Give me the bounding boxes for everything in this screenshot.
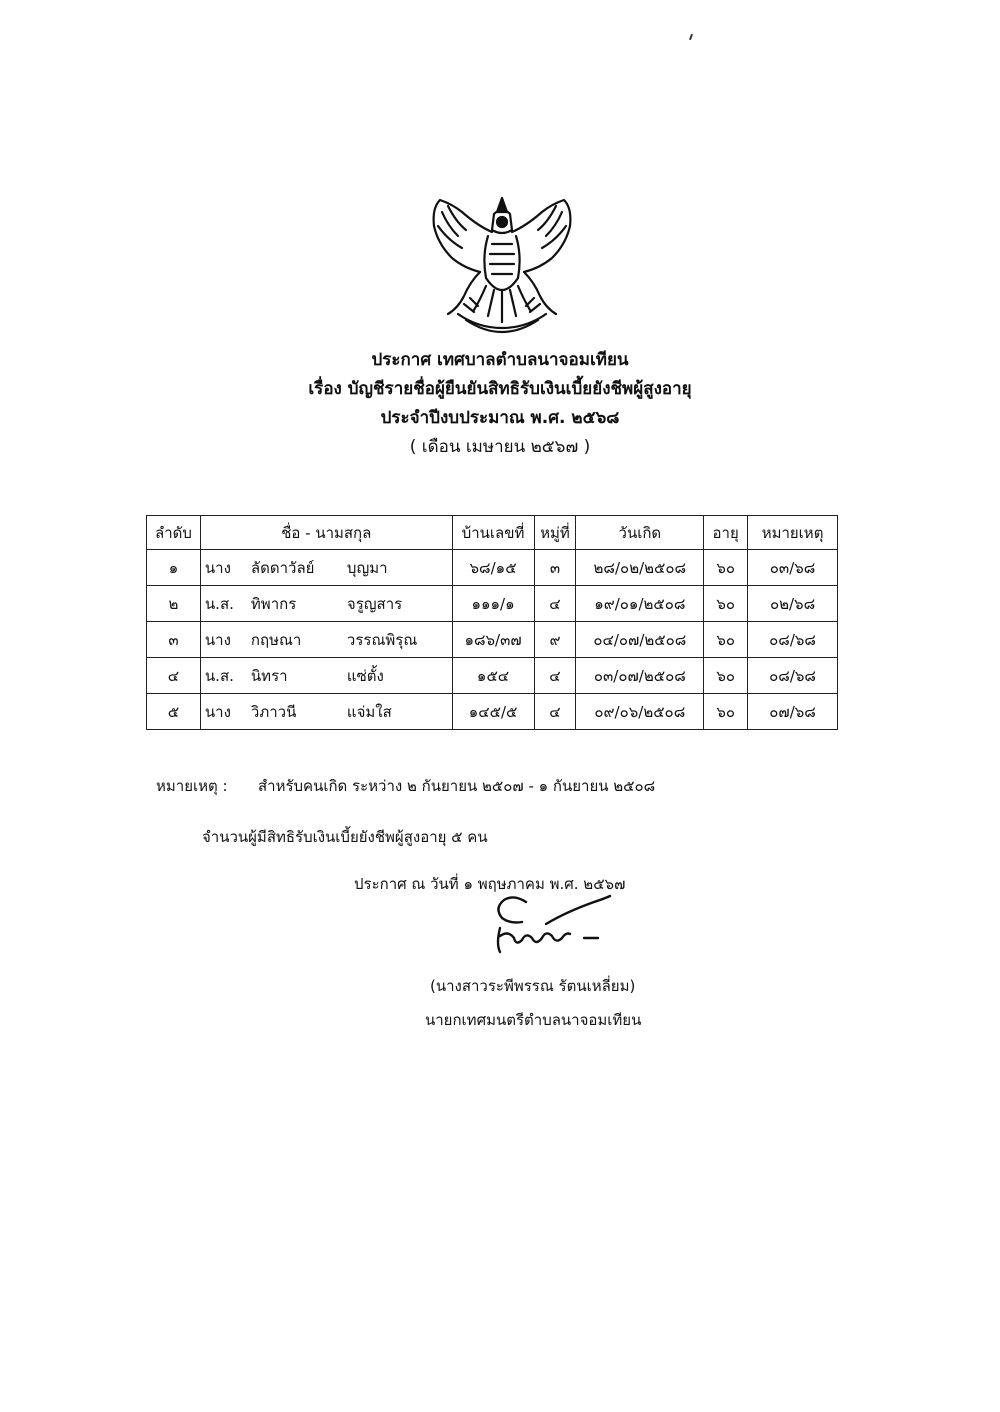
name-title: น.ส. — [204, 666, 234, 685]
table-row — [147, 658, 838, 694]
garuda-emblem-icon — [418, 186, 586, 338]
date-of-birth: ๐๔/๐๗/๒๕๐๘ — [576, 622, 704, 658]
last-name: แซ่ตั้ง — [346, 666, 384, 685]
announcement-month: ( เดือน เมษายน ๒๕๖๗ ) — [409, 437, 591, 457]
full-name-cell — [200, 586, 452, 622]
full-name-cell — [200, 622, 452, 658]
date-of-birth: ๐๓/๐๗/๒๕๐๘ — [576, 658, 704, 694]
date-of-birth: ๑๙/๐๑/๒๕๐๘ — [576, 586, 704, 622]
first-name: ลัดดาวัลย์ — [250, 558, 315, 577]
house-number: ๑๕๔ — [452, 658, 534, 694]
column-header: ลำดับ — [147, 516, 201, 550]
house-number: ๑๑๑/๑ — [452, 586, 534, 622]
name-title: นาง — [204, 702, 231, 721]
first-name: กฤษณา — [250, 630, 302, 649]
note-text: สำหรับคนเกิด ระหว่าง ๒ กันยายน ๒๕๐๗ - ๑ กันยายน ๒๕๐๘ — [258, 777, 656, 795]
age: ๖๐ — [704, 694, 748, 730]
announcement-date: ประกาศ ณ วันที่ ๑ พฤษภาคม พ.ศ. ๒๕๖๗ — [354, 875, 626, 893]
age: ๖๐ — [704, 550, 748, 586]
house-number: ๑๔๕/๕ — [452, 694, 534, 730]
table-row — [147, 586, 838, 622]
column-header: บ้านเลขที่ — [452, 516, 534, 550]
house-number: ๑๘๖/๓๗ — [452, 622, 534, 658]
announcement-subject: เรื่อง บัญชีรายชื่อผู้ยืนยันสิทธิรับเงินเบี้ยยังชีพผู้สูงอายุ — [308, 379, 692, 399]
row-number: ๒ — [147, 586, 201, 622]
fiscal-year: ประจำปีงบประมาณ พ.ศ. ๒๕๖๘ — [380, 408, 620, 428]
last-name: บุญมา — [346, 558, 388, 577]
first-name: นิทรา — [250, 666, 288, 685]
handwritten-signature — [486, 888, 616, 958]
village-number: ๓ — [534, 550, 576, 586]
village-number: ๙ — [534, 622, 576, 658]
village-number: ๔ — [534, 694, 576, 730]
table-header-row — [147, 516, 838, 550]
beneficiary-table — [146, 515, 838, 730]
column-header: อายุ — [704, 516, 748, 550]
name-title: น.ส. — [204, 594, 234, 613]
table-row — [147, 622, 838, 658]
full-name-cell — [200, 658, 452, 694]
remark: ๐๒/๖๘ — [748, 586, 838, 622]
announcement-header — [0, 346, 1000, 462]
age: ๖๐ — [704, 586, 748, 622]
house-number: ๖๘/๑๕ — [452, 550, 534, 586]
date-of-birth: ๒๘/๐๒/๒๕๐๘ — [576, 550, 704, 586]
name-title: นาง — [204, 558, 231, 577]
eligible-count: จำนวนผู้มีสิทธิรับเงินเบี้ยยังชีพผู้สูงอายุ ๕ คน — [202, 828, 488, 846]
row-number: ๕ — [147, 694, 201, 730]
name-title: นาง — [204, 630, 231, 649]
announcement-title: ประกาศ เทศบาลตำบลนาจอมเทียน — [371, 350, 629, 370]
remark: ๐๗/๖๘ — [748, 694, 838, 730]
row-number: ๑ — [147, 550, 201, 586]
village-number: ๔ — [534, 586, 576, 622]
note-label: หมายเหตุ : — [156, 777, 228, 795]
age: ๖๐ — [704, 658, 748, 694]
full-name-cell — [200, 694, 452, 730]
last-name: แจ่มใส — [346, 702, 392, 721]
full-name-cell — [200, 550, 452, 586]
scan-mark — [689, 34, 693, 40]
column-header: ชื่อ - นามสกุล — [200, 516, 452, 550]
column-header: หมู่ที่ — [534, 516, 576, 550]
remark: ๐๘/๖๘ — [748, 658, 838, 694]
first-name: วิภาวนี — [250, 702, 297, 721]
row-number: ๔ — [147, 658, 201, 694]
column-header: วันเกิด — [576, 516, 704, 550]
signer-position: นายกเทศมนตรีตำบลนาจอมเทียน — [425, 1011, 642, 1029]
age: ๖๐ — [704, 622, 748, 658]
table-row — [147, 550, 838, 586]
remark: ๐๘/๖๘ — [748, 622, 838, 658]
signer-name: (นางสาวระพีพรรณ รัตนเหลี่ยม) — [430, 977, 636, 995]
eligibility-note — [156, 774, 655, 798]
column-header: หมายเหตุ — [748, 516, 838, 550]
village-number: ๔ — [534, 658, 576, 694]
date-of-birth: ๐๙/๐๖/๒๕๐๘ — [576, 694, 704, 730]
first-name: ทิพากร — [250, 594, 297, 613]
last-name: วรรณพิรุณ — [346, 630, 418, 649]
table-row — [147, 694, 838, 730]
row-number: ๓ — [147, 622, 201, 658]
remark: ๐๓/๖๘ — [748, 550, 838, 586]
last-name: จรูญสาร — [346, 594, 403, 613]
